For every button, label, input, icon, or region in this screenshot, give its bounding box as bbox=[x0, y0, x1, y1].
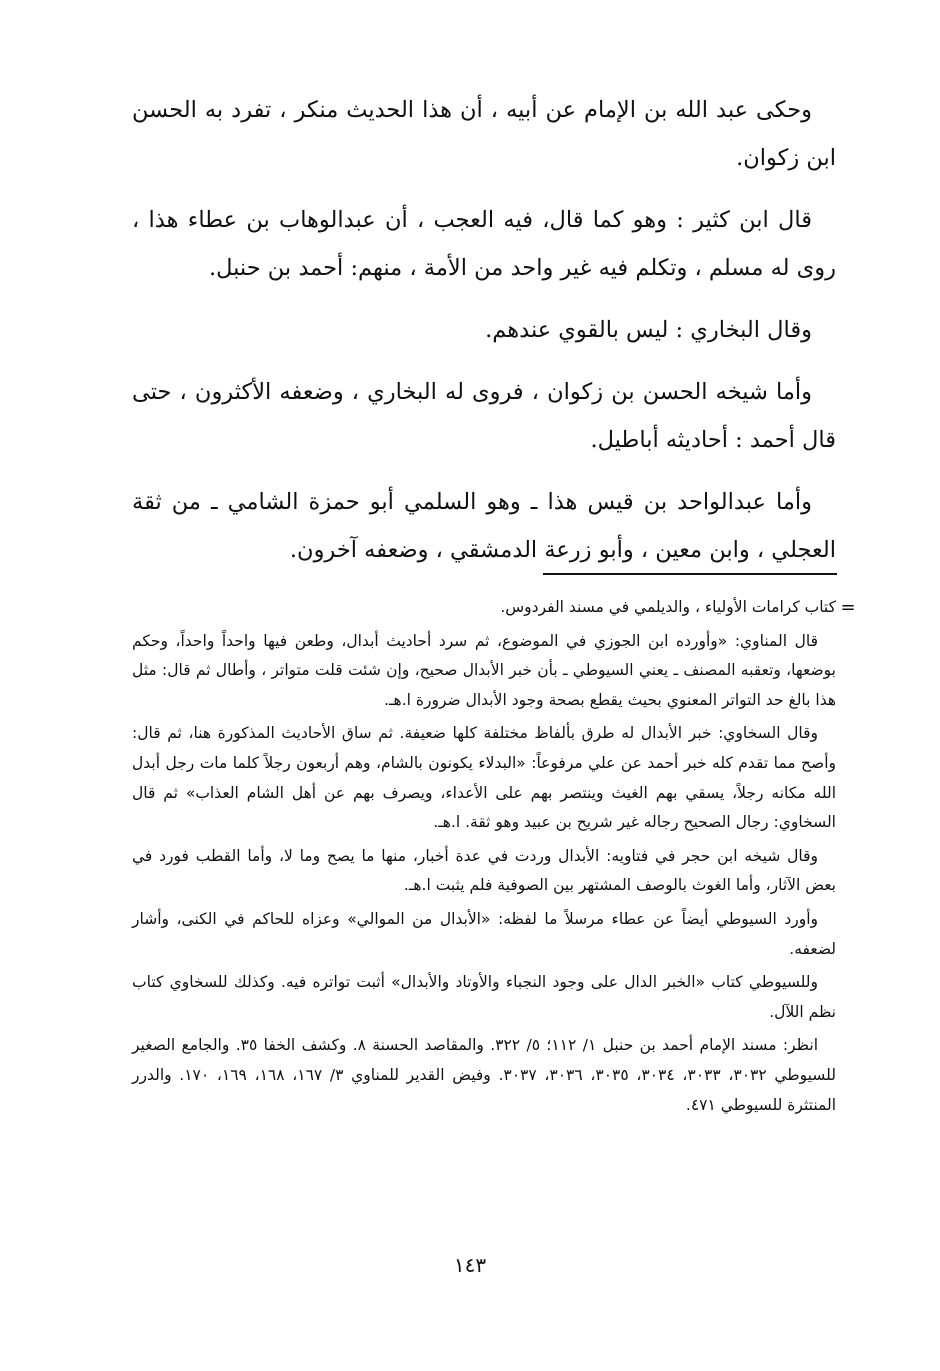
main-paragraph bbox=[132, 306, 836, 354]
main-paragraph bbox=[132, 196, 836, 292]
footnote-text: وقال السخاوي: خبر الأبدال له طرق بألفاظ مختلفة كلها ضعيفة. ثم ساق الأحاديث المذكورة هنا، ثم قال: وأصح مما تقدم كله خبر أحمد عن علي مرفوعاً: «البدلاء يكونون بالشام، وهم أربعون رجلاً كلما مات رجل أبدل الله مكانه رجلاً، يسقي بهم الغيث وينتصر بهم على الأعداء، ويصرف بهم عن أهل الشام العذاب» ثم قال السخاوي: رجال الصحيح رجاله غير شريح بن عبيد وهو ثقة. ا.هـ. bbox=[132, 724, 836, 832]
page-number: ١٤٣ bbox=[453, 1253, 487, 1277]
main-text-body bbox=[132, 86, 836, 588]
main-paragraph-text: وأما شيخه الحسن بن زكوان ، فروى له البخاري ، وضعفه الأكثرون ، حتى قال أحمد : أحاديثه أباطيل. bbox=[132, 379, 836, 453]
main-paragraph-text: وقال البخاري : ليس بالقوي عندهم. bbox=[485, 317, 812, 343]
footnote-continuation-marker: = bbox=[840, 597, 856, 618]
footnote-paragraph bbox=[132, 842, 836, 901]
footnote-text: وقال شيخه ابن حجر في فتاويه: الأبدال وردت في عدة أخبار، منها ما يصح وما لا، وأما القطب فورد في بعض الآثار، وأما الغوث بالوصف المشتهر بين الصوفية فلم يثبت ا.هـ. bbox=[132, 846, 836, 895]
footnote-paragraph bbox=[132, 968, 836, 1027]
footnote-text: قال المناوي: «وأورده ابن الجوزي في الموضوع، ثم سرد أحاديث أبدال، وطعن فيها واحداً واحداً، وحكم بوضعها، وتعقبه المصنف ـ يعني السيوطي ـ بأن خبر الأبدال صحيح، وإن شئت قلت متواتر ، وأطال ثم قال: مثل هذا بالغ حد التواتر المعنوي بحيث يقطع بصحة وجود الأبدال ضرورة ا.هـ. bbox=[132, 631, 836, 709]
footnote-divider bbox=[543, 573, 837, 575]
footnote-text: وللسيوطي كتاب «الخبر الدال على وجود النجباء والأوتاد والأبدال» أثبت تواتره فيه. وكذلك للسخاوي كتاب نظم اللآل. bbox=[132, 973, 836, 1021]
footnote-paragraph bbox=[132, 1031, 836, 1120]
main-paragraph bbox=[132, 368, 836, 464]
main-paragraph bbox=[132, 478, 836, 574]
footnote-paragraph bbox=[132, 905, 836, 964]
footnote-text: وأورد السيوطي أيضاً عن عطاء مرسلاً ما لفظه: «الأبدال من الموالي» وعزاه للحاكم في الكنى، وأشار لضعفه. bbox=[132, 909, 836, 958]
footnote-text: انظر: مسند الإمام أحمد بن حنبل ١/ ١١٢؛ ٥/ ٣٢٢. والمقاصد الحسنة ٨. وكشف الخفا ٣٥. والجامع الصغير للسيوطي ٣٠٣٢، ٣٠٣٣، ٣٠٣٤، ٣٠٣٥، ٣٠٣٦، ٣٠٣٧. وفيض القدير للمناوي ٣/ ١٦٧، ١٦٨، ١٦٩، ١٧٠. والدرر المنتثرة للسيوطي ٤٧١. bbox=[132, 1036, 836, 1114]
main-paragraph-text: قال ابن كثير : وهو كما قال، فيه العجب ، أن عبدالوهاب بن عطاء هذا ، روى له مسلم ، وتكلم فيه غير واحد من الأمة ، منهم: أحمد بن حنبل. bbox=[132, 207, 836, 281]
main-paragraph-text: وأما عبدالواحد بن قيس هذا ـ وهو السلمي أبو حمزة الشامي ـ من ثقة العجلي ، وابن معين ، وأبو زرعة الدمشقي ، وضعفه آخرون. bbox=[132, 489, 836, 563]
footnote-text: كتاب كرامات الأولياء ، والديلمي في مسند الفردوس. bbox=[500, 598, 836, 616]
main-paragraph-text: وحكى عبد الله بن الإمام عن أبيه ، أن هذا الحديث منكر ، تفرد به الحسن ابن زكوان. bbox=[132, 97, 836, 171]
footnote-paragraph bbox=[132, 593, 836, 623]
footnotes-section bbox=[132, 593, 836, 1124]
main-paragraph bbox=[132, 86, 836, 182]
footnote-paragraph bbox=[132, 719, 836, 837]
footnote-paragraph bbox=[132, 627, 836, 716]
